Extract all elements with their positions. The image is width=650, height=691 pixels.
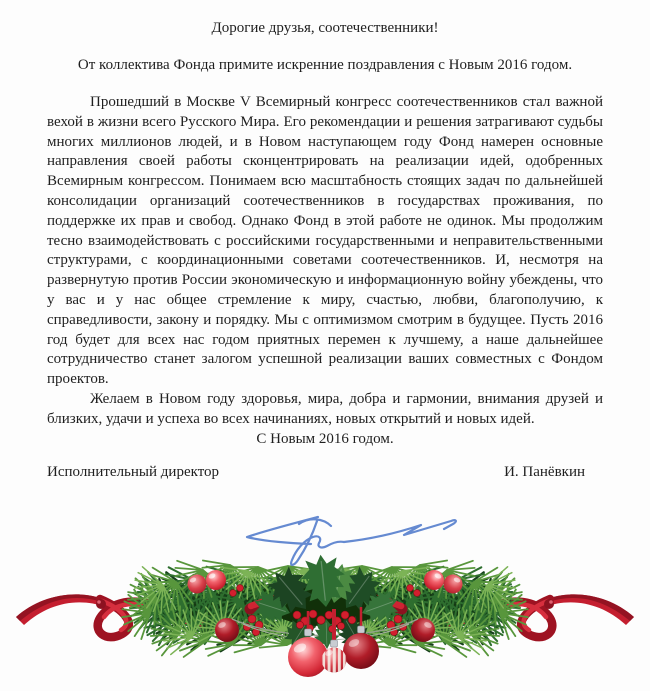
- signature-title: Исполнительный директор: [47, 464, 220, 481]
- letter-body: [47, 93, 603, 430]
- letter-paragraph: Желаем в Новом году здоровья, мира, добра и гармонии, внимания друзей и близких, удачи и успеха во всех начинаниях, новых открытий и новых идей.: [47, 390, 603, 427]
- signatory-name: И. Панёвкин: [504, 464, 585, 481]
- signature-row: [47, 463, 603, 483]
- holly-cluster: [249, 552, 402, 655]
- letter-page: [0, 18, 650, 691]
- christmas-garland: [0, 533, 650, 691]
- letter-heading: Дорогие друзья, соотечественники!: [211, 20, 439, 36]
- letter-paragraph: Прошедший в Москве V Всемирный конгресс соотечественников стал важной вехой в жизни всего Русского Мира. Его рекомендации и решения затрагивают судьбы многих миллионов людей, и в Новом наступающем году Фонд намерен основные направления своей работы сконцентрировать на реализации идей, одобренных Всемирным конгрессом. Понимаем всю масштабность стоящих задач по дальнейшей консолидации организаций соотечественников в государствах проживания, по поддержке их прав и свобод. Однако Фонд в этой работе не одинок. Мы продолжим тесно взаимодействовать с российскими государственными и неправительственными структурами, с координационными советами соотечественников. И, несмотря на развернутую против России экономическую и информационную войну убеждены, что у вас и у нас общее стремление к миру, счастью, любви, благополучию, к справедливости, закону и порядку. Мы с оптимизмом смотрим в будущее. Пусть 2016 год будет для всех нас годом приятных перемен к лучшему, а наше дальнейшее сотрудничество станет залогом успешной реализации ваших совместных с Фондом проектов.: [47, 94, 603, 388]
- letter-closing: С Новым 2016 годом.: [256, 430, 394, 447]
- letter-greeting: От коллектива Фонда примите искренние поздравления с Новым 2016 годом.: [77, 57, 573, 73]
- ornament-ball-dark: [343, 633, 379, 669]
